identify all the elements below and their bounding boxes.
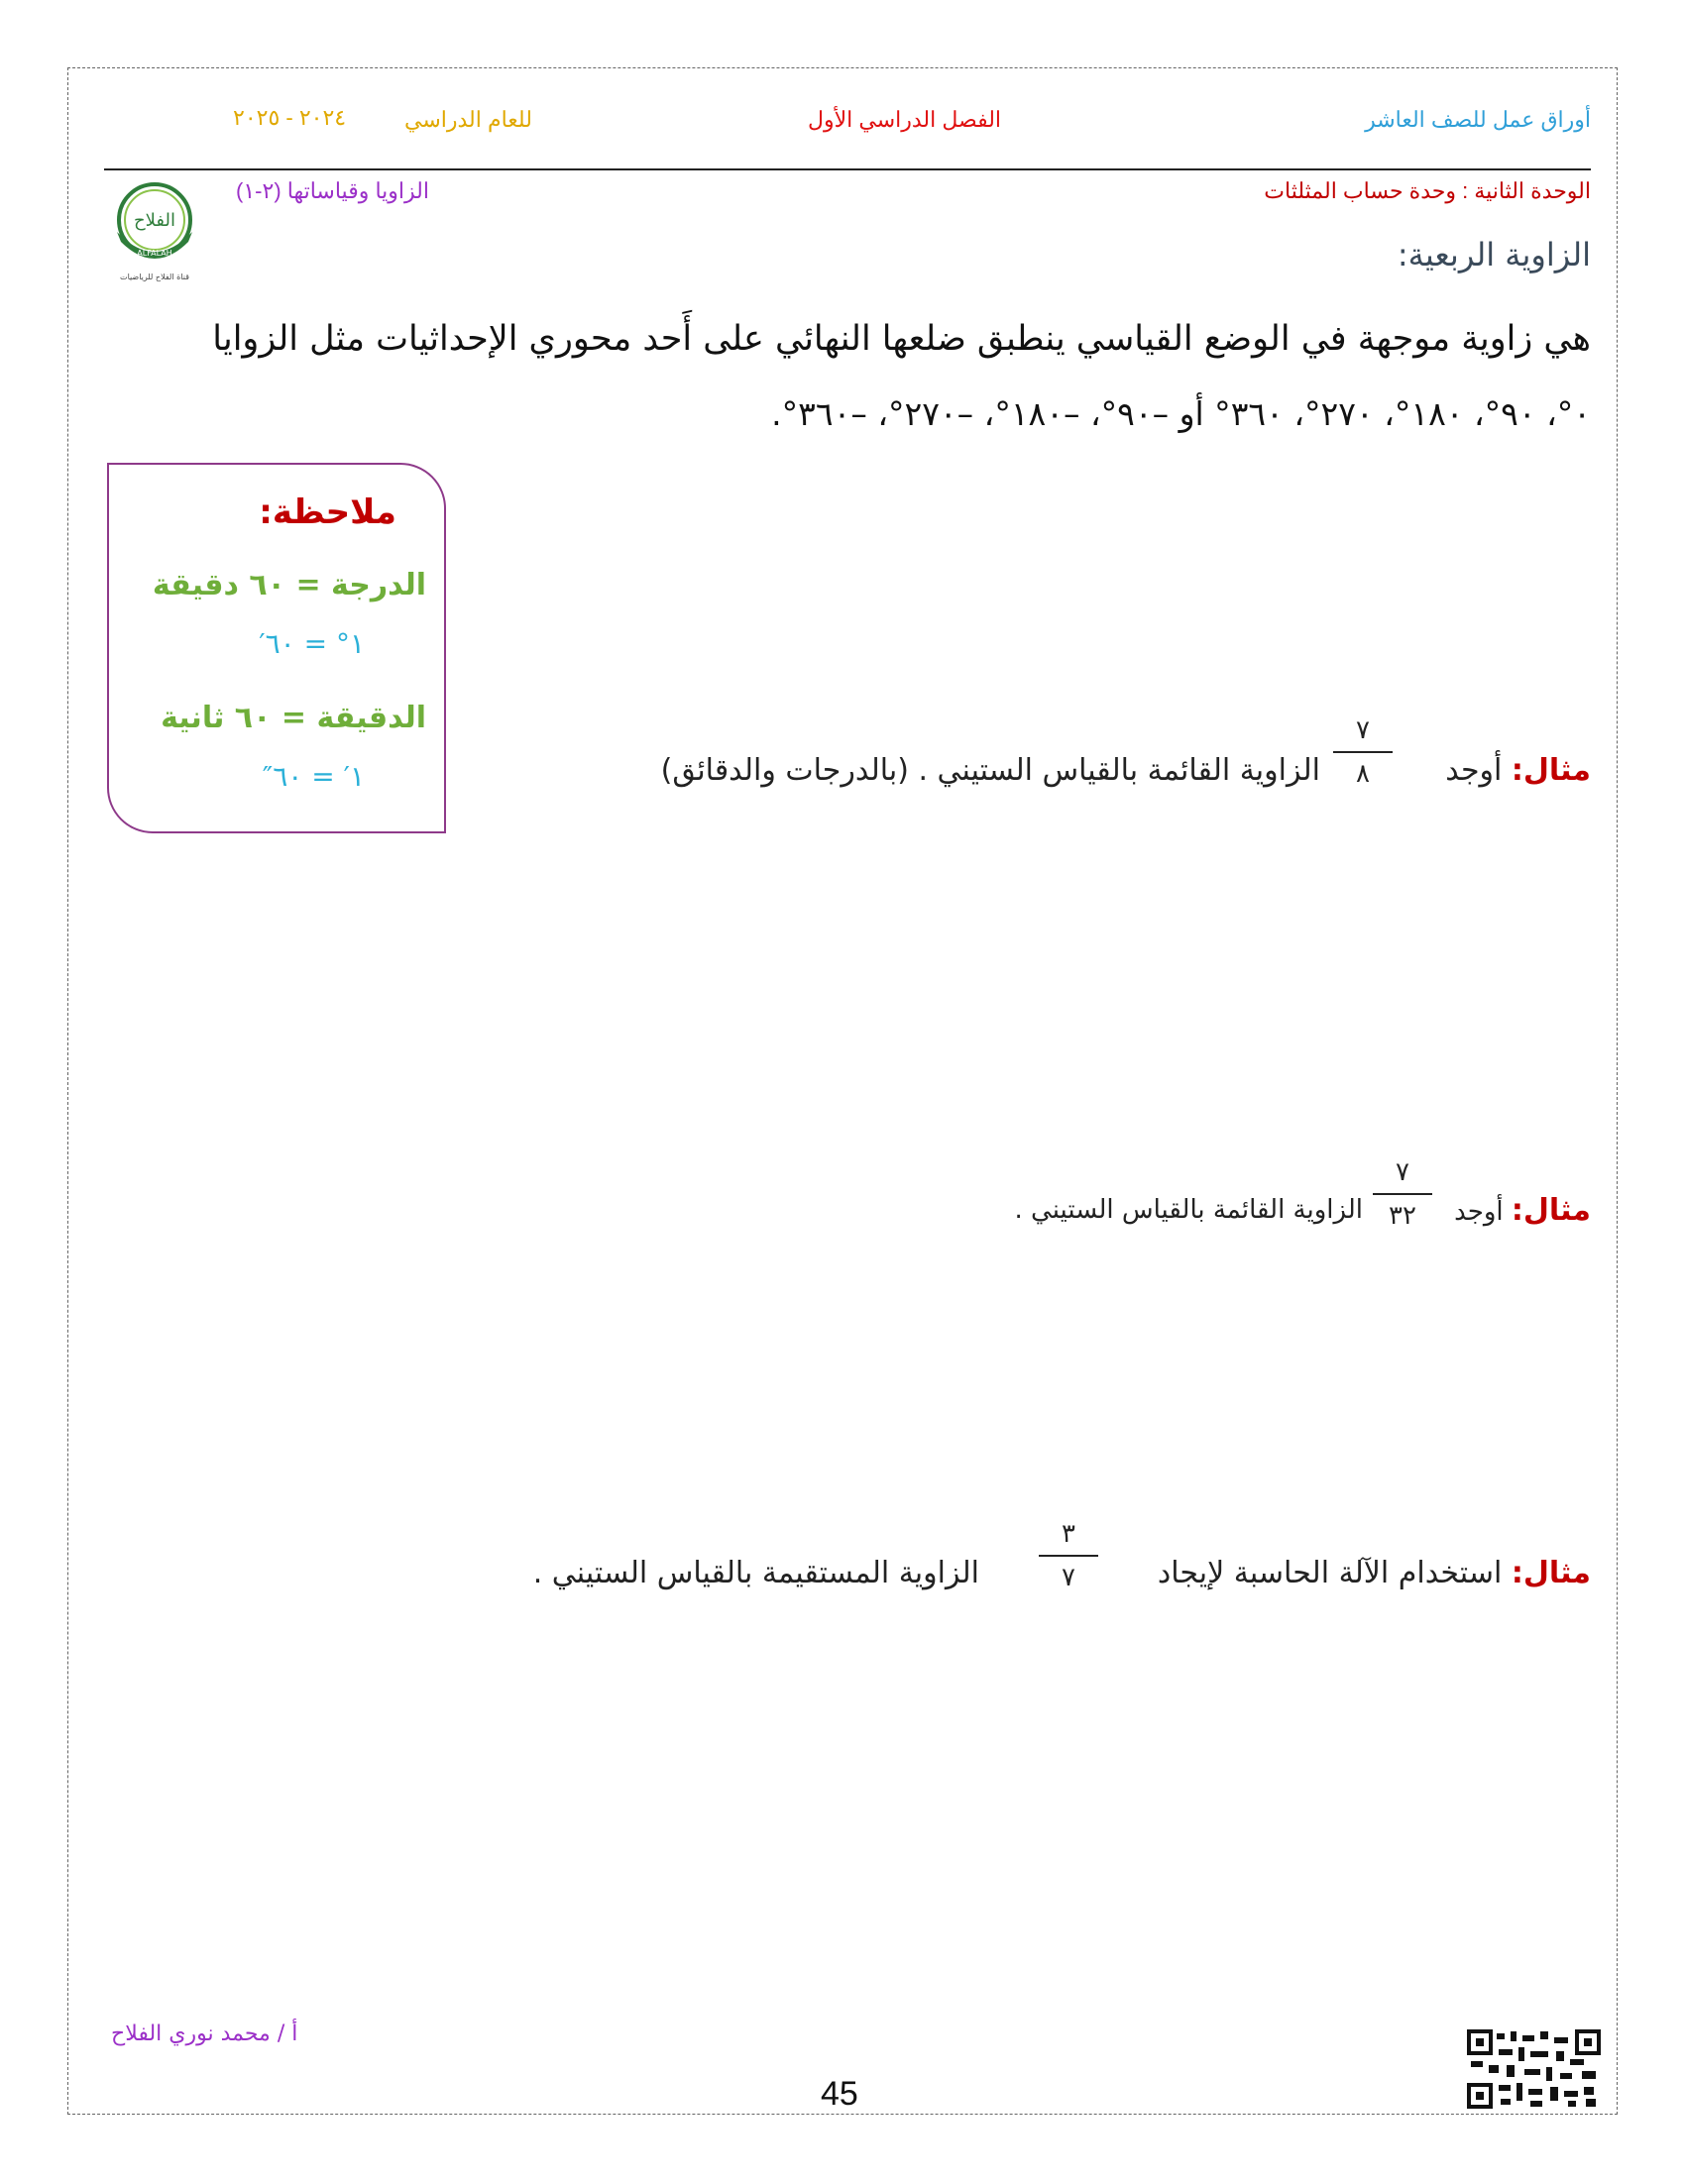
- example-3-text: الزاوية المستقيمة بالقياس الستيني .: [532, 1556, 979, 1590]
- example-2-denominator: ٣٢: [1389, 1201, 1416, 1231]
- example-3-denominator: ٧: [1062, 1563, 1075, 1592]
- section-heading: الزاوية الربعية:: [1397, 236, 1591, 273]
- year-value: ٢٠٢٤ - ٢٠٢٥: [233, 105, 347, 130]
- svg-text:ALFALAH: ALFALAH: [137, 249, 172, 258]
- example-3-verb: استخدام الآلة الحاسبة لإيجاد: [1157, 1556, 1503, 1590]
- example-2-verb: أوجد: [1454, 1197, 1504, 1227]
- page-number: 45: [821, 2075, 858, 2113]
- note-box: [107, 463, 446, 833]
- example-3-fraction: [1039, 1519, 1098, 1592]
- alfalah-logo: [99, 176, 210, 287]
- note-title: ملاحظة:: [259, 492, 396, 532]
- example-1-numerator: ٧: [1356, 715, 1370, 745]
- definition-line-2: ٠°، ٩٠°، ١٨٠°، ٢٧٠°، ٣٦٠° أو –٩٠°، –١٨٠°، –٢٧٠°، –٣٦٠°.: [771, 394, 1591, 433]
- example-1-label: مثال:: [1511, 753, 1591, 788]
- example-3: [1158, 1556, 1591, 1590]
- page-border: [67, 67, 1618, 2115]
- qr-code[interactable]: [1467, 2029, 1601, 2109]
- worksheet-title: أوراق عمل للصف العاشر: [1365, 107, 1591, 132]
- definition-line-1: هي زاوية موجهة في الوضع القياسي ينطبق ضلعها النهائي على أَحد محوري الإحداثيات مثل الزوايا: [212, 319, 1591, 359]
- header-rule: [104, 168, 1591, 170]
- year-label: للعام الدراسي: [404, 107, 532, 132]
- example-1-fraction: [1333, 715, 1393, 789]
- svg-text:الفلاح: الفلاح: [134, 210, 175, 231]
- example-2-text: الزاوية القائمة بالقياس الستيني .: [1014, 1195, 1363, 1225]
- lesson-title: الزاويا وقياساتها (٢-١): [236, 178, 429, 203]
- note-minute-formula: ١′ = ٦٠″: [262, 760, 365, 793]
- note-minute-seconds: الدقيقة = ٦٠ ثانية: [161, 701, 426, 735]
- example-2-label: مثال:: [1511, 1193, 1591, 1228]
- example-1-denominator: ٨: [1356, 759, 1370, 789]
- note-degree-minutes: الدرجة = ٦٠ دقيقة: [152, 568, 426, 602]
- example-1-text: الزاوية القائمة بالقياس الستيني . (بالدرجات والدقائق): [660, 753, 1320, 788]
- example-1: [1445, 753, 1591, 788]
- example-3-label: مثال:: [1511, 1556, 1591, 1590]
- example-2-numerator: ٧: [1396, 1157, 1409, 1187]
- author-name: أ / محمد نوري الفلاح: [111, 2021, 298, 2046]
- example-2-fraction: [1373, 1157, 1432, 1231]
- svg-text:قناة الفلاح للرياضيات: قناة الفلاح للرياضيات: [120, 273, 189, 281]
- example-1-verb: أوجد: [1445, 753, 1503, 788]
- semester-label: الفصل الدراسي الأول: [808, 107, 1002, 132]
- example-2: [1454, 1193, 1591, 1228]
- note-degree-formula: ١° = ٦٠′: [259, 627, 365, 660]
- example-3-numerator: ٣: [1062, 1519, 1075, 1549]
- unit-title: الوحدة الثانية : وحدة حساب المثلثات: [1264, 178, 1591, 203]
